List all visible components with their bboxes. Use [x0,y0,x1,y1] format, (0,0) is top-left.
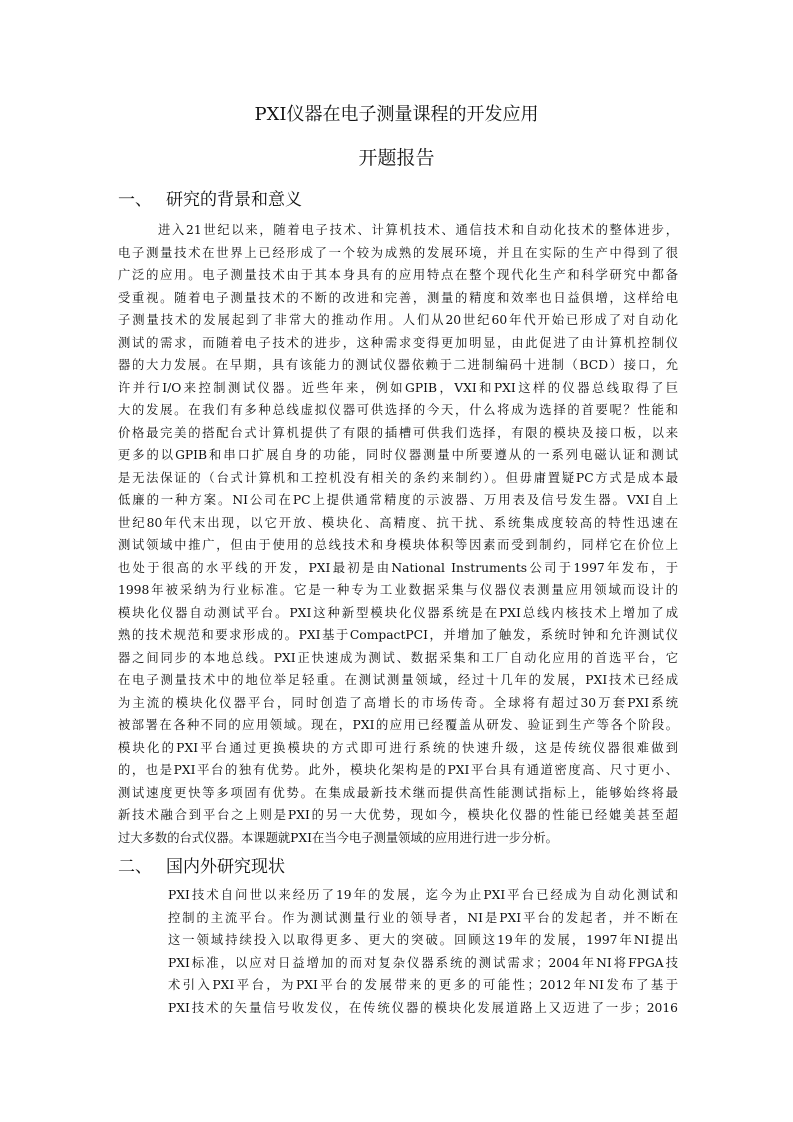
paragraph-line: 被部署在各种不同的应用领域。现在，PXI的应用已经覆盖从研发、验证到生产等各个阶段。 [118,718,678,732]
paragraph-line: 过大多数的台式仪器。本课题就PXI在当今电子测量领域的应用进行进一步分析。 [118,830,558,845]
paragraph-line: 广泛的应用。电子测量技术由于其本身具有的应用特点在整个现代化生产和科学研究中都备 [118,268,678,282]
paragraph-line: 熟的技术规范和要求形成的。PXI基于CompactPCI，并增加了触发，系统时钟和允许测试仪 [118,628,678,642]
paragraph-line: 在电子测量技术中的地位举足轻重。在测试测量领域，经过十几年的发展，PXI技术已经成 [118,673,678,687]
paragraph-line: 低廉的一种方案。NI公司在PC上提供通常精度的示波器、万用表及信号发生器。VXI自上 [118,493,678,507]
section-paragraph-background [118,219,678,849]
paragraph-line: PXI技术的矢量信号收发仪，在传统仪器的模块化发展道路上又迈进了一步；2016 [168,1000,678,1015]
section-number: 二、 [118,857,152,877]
paragraph-line: 价格最完美的搭配台式计算机提供了有限的插槽可供我们选择，有限的模块及接口板，以来 [118,425,678,440]
document-subtitle: 开题报告 [358,147,435,169]
paragraph-line: 这一领域持续投入以取得更多、更大的突破。回顾这19年的发展，1997年NI提出 [168,933,678,947]
section-title: 国内外研究现状 [166,857,285,877]
paragraph-line: 模块化的PXI平台通过更换模块的方式即可进行系统的快速升级，这是传统仪器很难做到 [118,740,678,755]
section-heading-research-status [118,855,285,879]
paragraph-line: 测试领域中推广，但由于使用的总线技术和身模块体积等因素而受到制约，同样它在价位上 [118,538,678,552]
paragraph-line: 器的大力发展。在早期，具有该能力的测试仪器依赖于二进制编码十进制（BCD）接口，允 [118,358,678,372]
paragraph-line: 新技术融合到平台之上则是PXI的另一大优势，现如今，模块化仪器的性能已经媲美甚至超 [118,808,678,822]
section-title: 研究的背景和意义 [166,190,302,210]
section-number: 一、 [118,190,152,210]
paragraph-line: 受重视。随着电子测量技术的不断的改进和完善，测量的精度和效率也日益俱增，这样给电 [118,290,678,305]
paragraph-line: 测试的需求，而随着电子技术的进步，这种需求变得更加明显，由此促进了由计算机控制仪 [118,335,678,350]
paragraph-line: 为主流的模块化仪器平台，同时创造了高增长的市场传奇。全球将有超过30万套PXI系统 [118,695,678,710]
section-paragraph-research-status [168,884,678,1019]
paragraph-line: 也处于很高的水平线的开发，PXI最初是由National Instruments公司于1997年发布，于 [118,560,678,575]
paragraph-line: 更多的以GPIB和串口扩展自身的功能，同时仪器测量中所要遵从的一系列电磁认证和测试 [118,448,678,462]
paragraph-line: 的，也是PXI平台的独有优势。此外，模块化架构是的PXI平台具有通道密度高、尺寸更小、 [118,763,678,777]
paragraph-line: 术引入PXI平台，为PXI平台的发展带来的更多的可能性；2012年NI发布了基于 [168,978,678,992]
paragraph-line: 进入21世纪以来，随着电子技术、计算机技术、通信技术和自动化技术的整体进步， [158,223,678,237]
paragraph-line: PXI标准，以应对日益增加的而对复杂仪器系统的测试需求；2004年NI将FPGA技 [168,955,678,970]
document-title: PXI仪器在电子测量课程的开发应用 [254,104,539,125]
paragraph-line: 大的发展。在我们有多种总线虚拟仪器可供选择的今天，什么将成为选择的首要呢？性能和 [118,403,678,417]
paragraph-line: 控制的主流平台。作为测试测量行业的领导者，NI是PXI平台的发起者，并不断在 [168,910,678,925]
paragraph-line: 1998年被采纳为行业标准。它是一种专为工业数据采集与仪器仪表测量应用领域而设计的 [118,583,678,597]
paragraph-line: PXI技术自问世以来经历了19年的发展，迄今为止PXI平台已经成为自动化测试和 [168,888,678,902]
section-heading-background [118,188,302,212]
paragraph-line: 子测量技术的发展起到了非常大的推动作用。人们从20世纪60年代开始已形成了对自动化 [118,313,678,327]
paragraph-line: 是无法保证的（台式计算机和工控机没有相关的条约来制约）。但毋庸置疑PC方式是成本最 [118,470,678,485]
paragraph-line: 电子测量技术在世界上已经形成了一个较为成熟的发展环境，并且在实际的生产中得到了很 [118,245,678,260]
paragraph-line: 许并行I/O来控制测试仪器。近些年来，例如GPIB，VXI和PXI这样的仪器总线取得了巨 [118,380,678,395]
paragraph-line: 世纪80年代末出现，以它开放、模块化、高精度、抗干扰、系统集成度较高的特性迅速在 [118,515,678,530]
paragraph-line: 器之间同步的本地总线。PXI正快速成为测试、数据采集和工厂自动化应用的首选平台，它 [118,650,678,665]
paragraph-line: 模块化仪器自动测试平台。PXI这种新型模块化仪器系统是在PXI总线内核技术上增加了成 [118,605,678,620]
paragraph-line: 测试速度更快等多项固有优势。在集成最新技术继而提供高性能测试指标上，能够始终将最 [118,785,678,800]
